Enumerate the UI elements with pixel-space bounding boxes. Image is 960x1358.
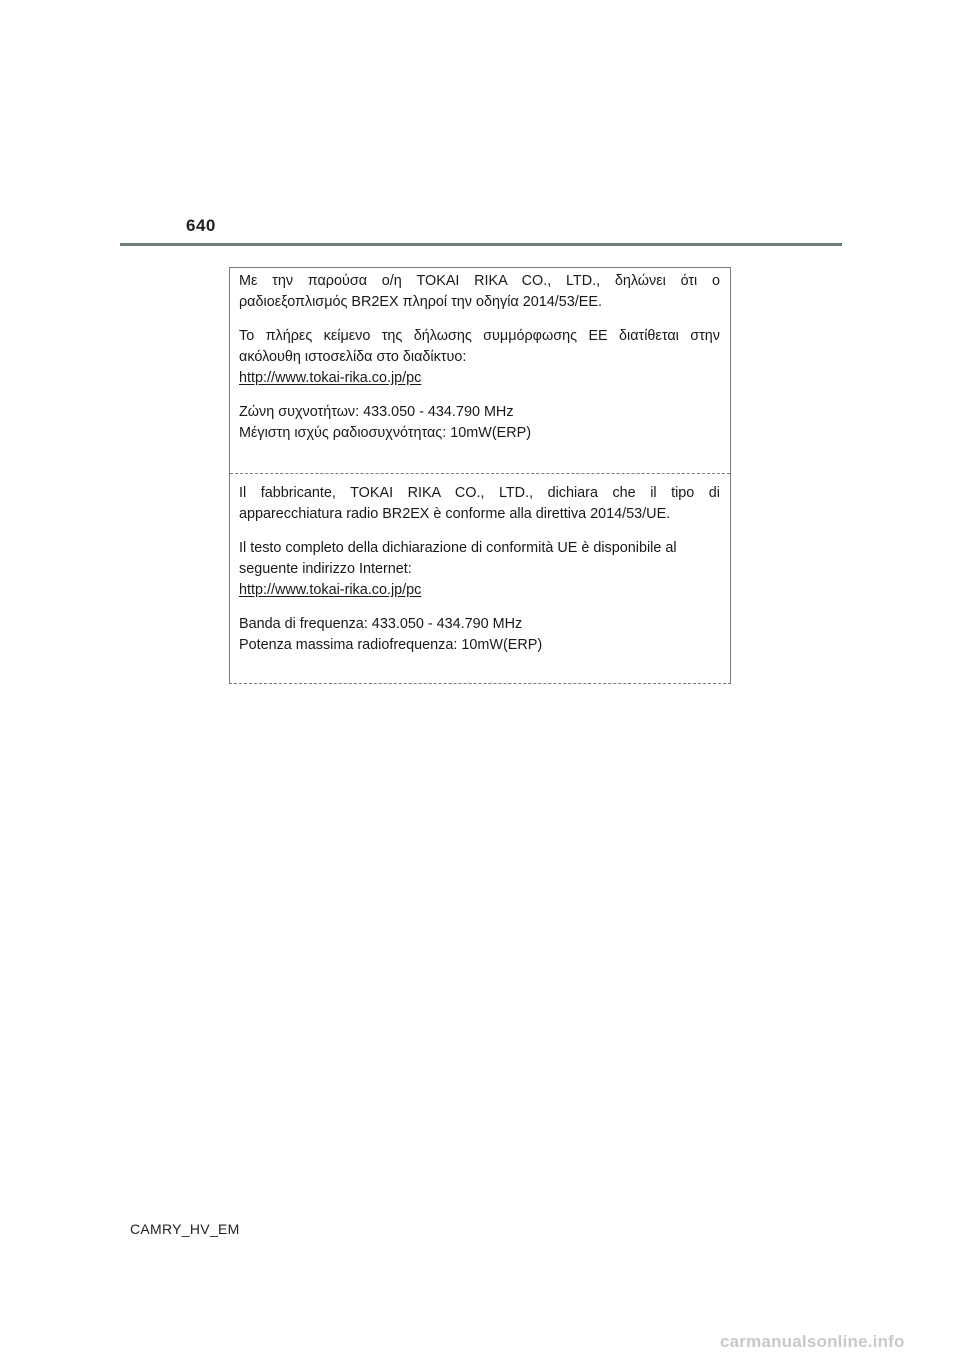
italian-declaration-line2: apparecchiatura radio BR2EX è conforme alla direttiva 2014/53/UE. bbox=[239, 506, 671, 522]
italian-fulltext-line1: Il testo completo della dichiarazione di conformità UE è disponibile al bbox=[239, 540, 677, 556]
italian-fulltext-line2: seguente indirizzo Internet: bbox=[239, 561, 412, 577]
italian-fulltext bbox=[239, 538, 720, 601]
italian-declaration bbox=[239, 483, 720, 525]
italian-declaration-line1: Il fabbricante, TOKAI RIKA CO., LTD., dichiara che il tipo di bbox=[239, 485, 720, 501]
greek-frequency-band: Ζώνη συχνοτήτων: 433.050 - 434.790 MHz bbox=[239, 404, 514, 420]
compliance-notice-box bbox=[229, 267, 731, 684]
greek-url-link[interactable]: http://www.tokai-rika.co.jp/pc bbox=[239, 370, 422, 386]
greek-fulltext-line1: Το πλήρες κείμενο της δήλωσης συμμόρφωσης ΕΕ διατίθεται στην bbox=[239, 328, 720, 344]
greek-declaration-line1: Με την παρούσα ο/η TOKAI RIKA CO., LTD., δηλώνει ότι ο bbox=[239, 273, 720, 289]
page-number: 640 bbox=[186, 216, 216, 235]
italian-frequency-band: Banda di frequenza: 433.050 - 434.790 MHz bbox=[239, 616, 523, 632]
watermark: carmanualsonline.info bbox=[720, 1332, 905, 1351]
greek-max-power: Μέγιστη ισχύς ραδιοσυχνότητας: 10mW(ERP) bbox=[239, 425, 531, 441]
greek-declaration-line2: ραδιοεξοπλισμός BR2EX πληροί την οδηγία 2014/53/ΕΕ. bbox=[239, 294, 602, 310]
greek-specs bbox=[239, 402, 720, 444]
italian-max-power: Potenza massima radiofrequenza: 10mW(ERP) bbox=[239, 637, 543, 653]
greek-fulltext-line2: ακόλουθη ιστοσελίδα στο διαδίκτυο: bbox=[239, 349, 467, 365]
header-rule bbox=[120, 243, 842, 246]
italian-notice bbox=[230, 474, 730, 683]
italian-specs bbox=[239, 614, 720, 656]
italian-url-link[interactable]: http://www.tokai-rika.co.jp/pc bbox=[239, 582, 422, 598]
model-code-footer: CAMRY_HV_EM bbox=[130, 1221, 240, 1237]
greek-notice bbox=[230, 268, 730, 474]
greek-declaration bbox=[239, 271, 720, 313]
greek-fulltext bbox=[239, 326, 720, 389]
